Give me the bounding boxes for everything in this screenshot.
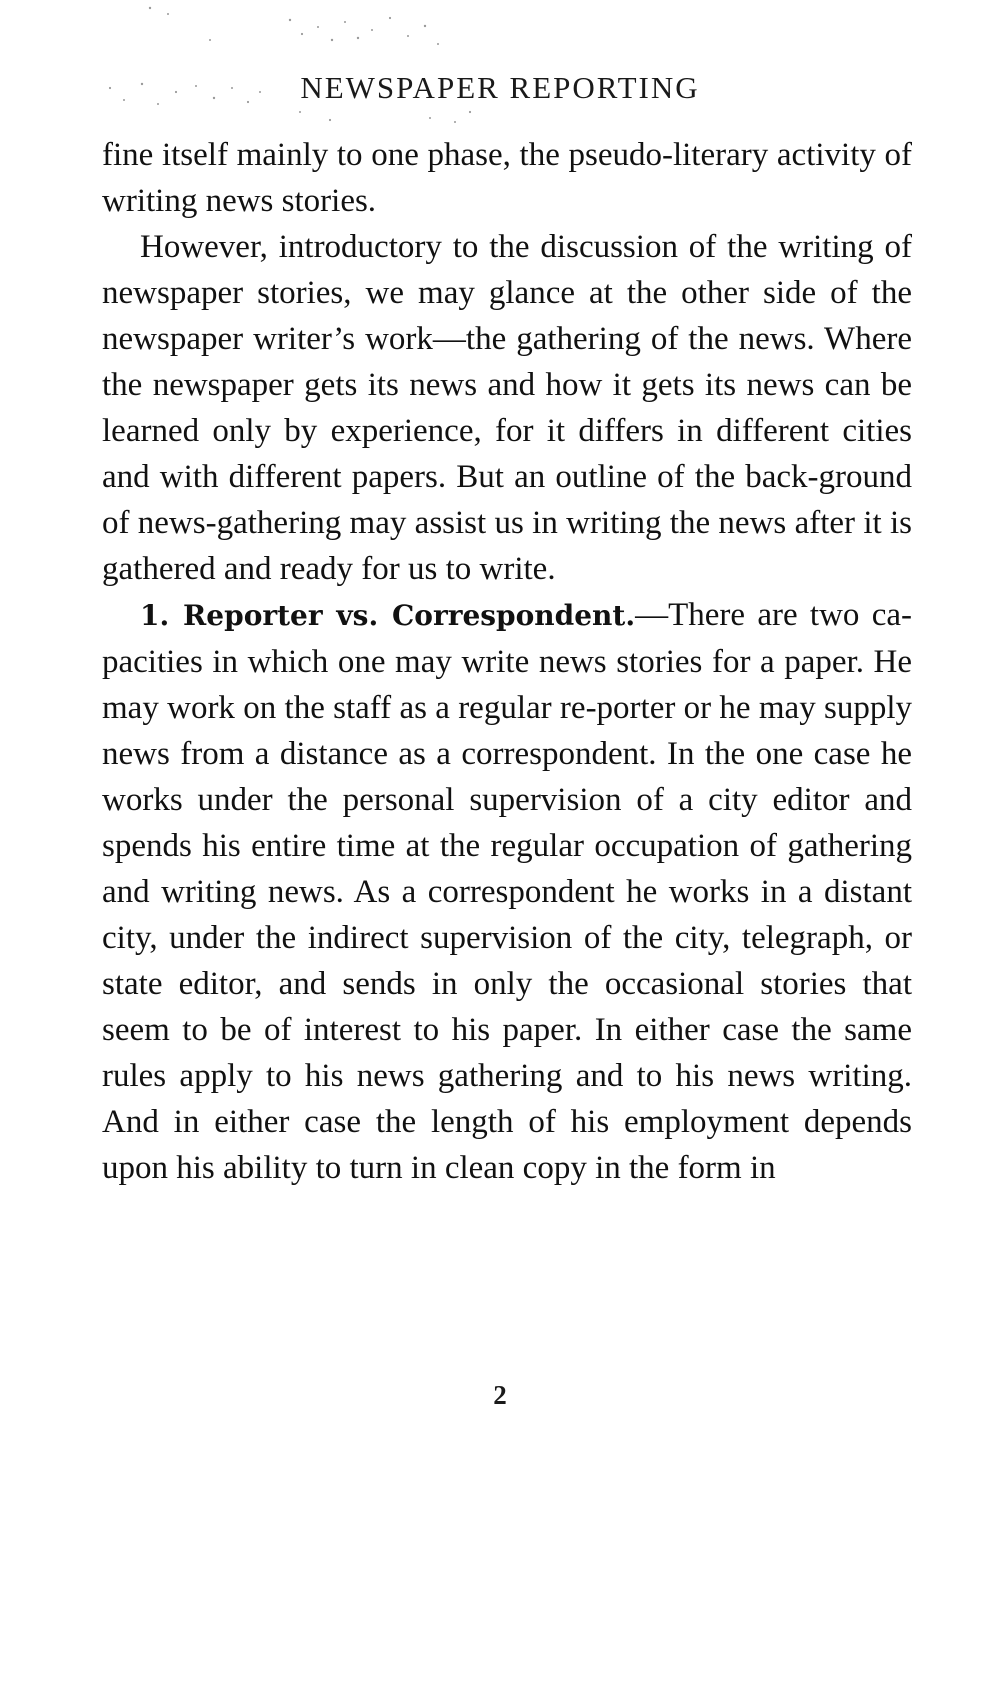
section-heading-reporter-vs-correspondent: 1. Reporter vs. Correspondent. [140, 599, 636, 632]
paragraph-news-gathering: However, introductory to the discussion of the writing of newspaper stories, we may glance at the other side of the newspaper writer’s work—the gathering of the news. Where the newspaper gets its news and how it gets its news can be learned only by experience, for it differs in different cities and with different papers. But an outline of the back-ground of news-gathering may assist us in writing the news after it is gathered and ready for us to write. [102, 229, 912, 587]
body-text [102, 132, 912, 1191]
page-number: 2 [493, 1380, 507, 1410]
paragraph-reporter-vs-correspondent-text: —There are two ca-pacities in which one may write news stories for a paper. He may work on the staff as a regular re-porter or he may supply news from a distance as a correspondent. In the one case he works under the personal supervision of a city editor and spends his entire time at the regular occupation of gathering and writing news. As a correspondent he works in a distant city, under the indirect supervision of the city, telegraph, or state editor, and sends in only the occasional stories that seem to be of interest to his paper. In either case the same rules apply to his news gathering and to his news writing. And in either case the length of his employment depends upon his ability to turn in clean copy in the form in [102, 597, 912, 1186]
paragraph-continuation: fine itself mainly to one phase, the pseudo-literary activity of writing news stories. [102, 137, 912, 219]
paragraph-reporter-vs-correspondent [102, 592, 912, 1191]
running-head-title: NEWSPAPER REPORTING [300, 70, 700, 105]
